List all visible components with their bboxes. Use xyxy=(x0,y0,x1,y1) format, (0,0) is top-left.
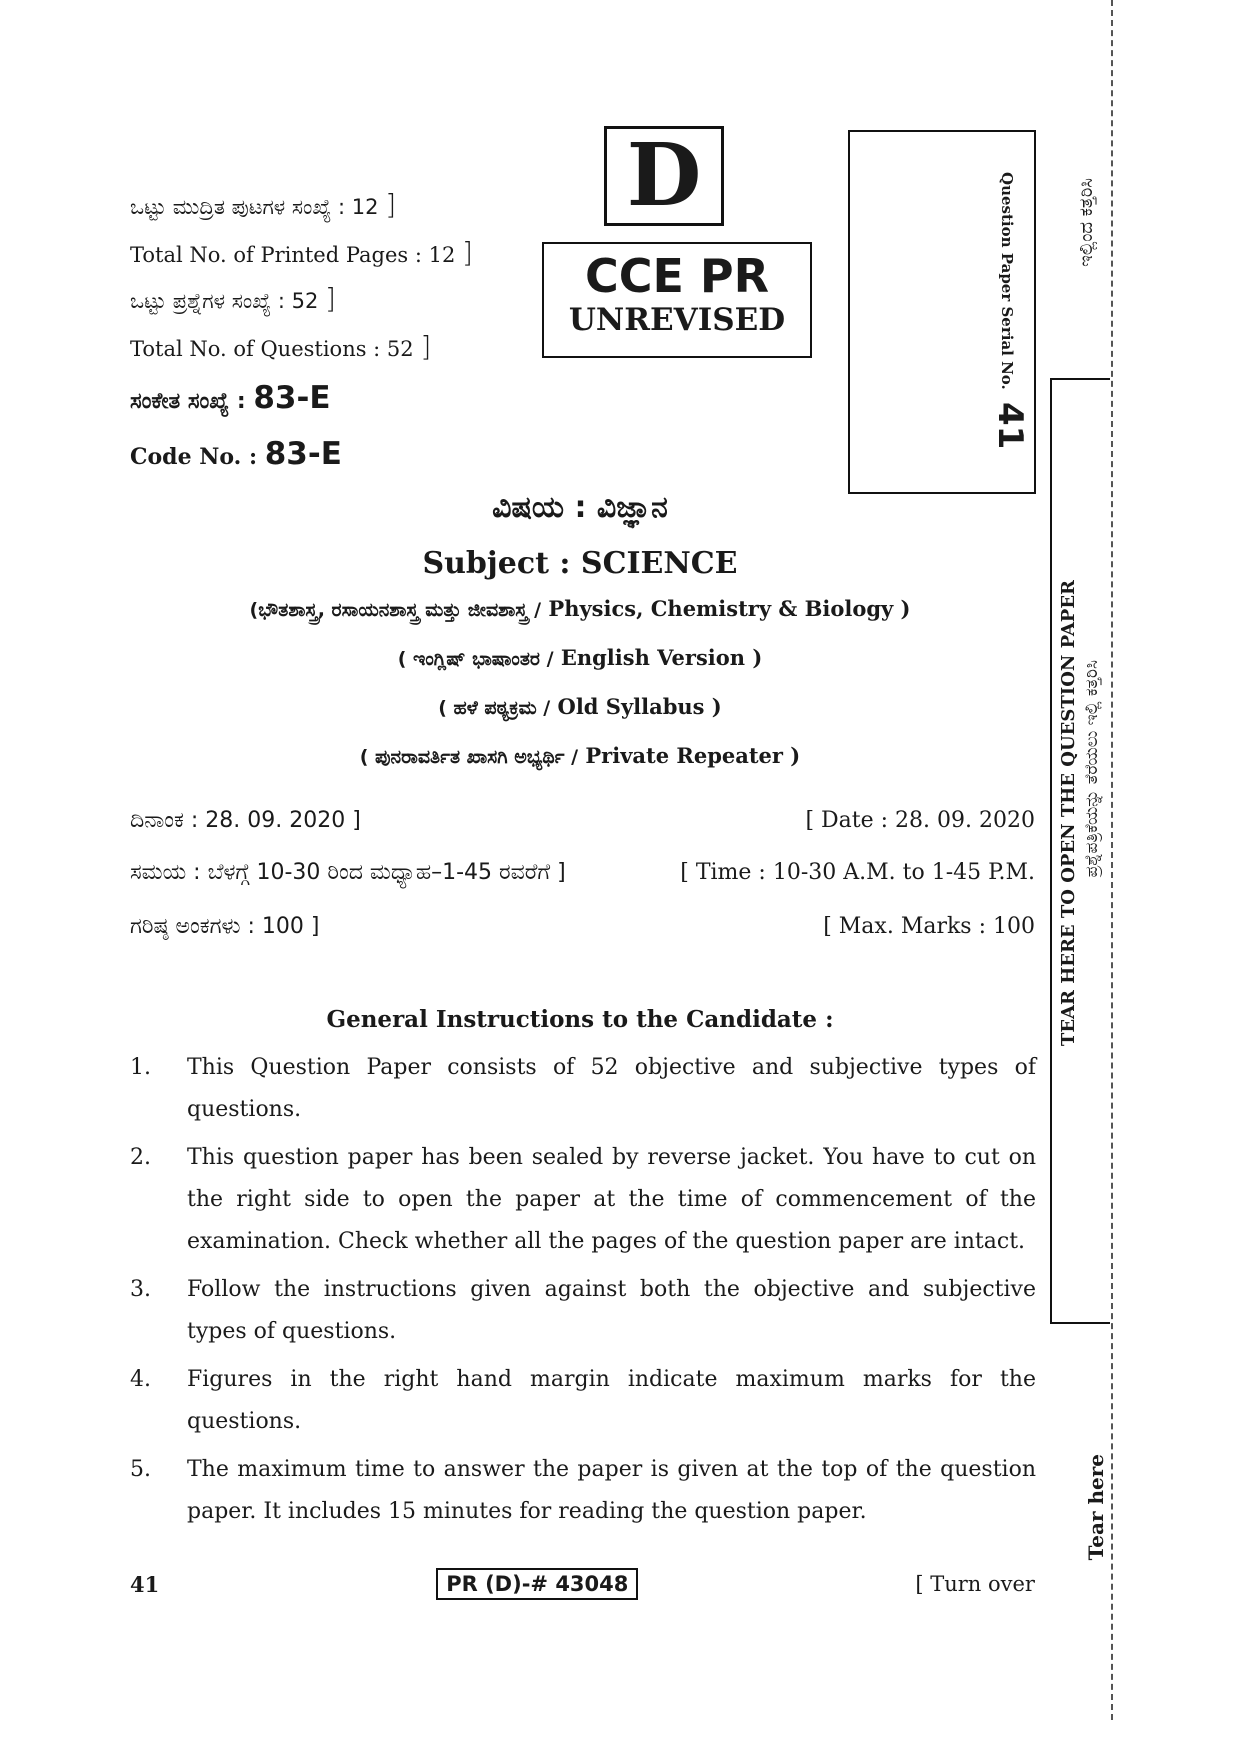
page-code: 41 xyxy=(130,1571,160,1597)
tear-here-label: Tear here xyxy=(1084,1454,1108,1561)
instructions-list xyxy=(130,1047,1036,1539)
tear-instruction-box xyxy=(1050,378,1110,1324)
syllabus-line: ( ಹಳೆ ಪಠ್ಯಕ್ರಮ / Old Syllabus ) xyxy=(438,694,722,719)
list-item: 4. Figures in the right hand margin indicate maximum marks for the questions. xyxy=(130,1367,1036,1434)
cut-here-kn: ಇಲ್ಲಿಂದ ಕತ್ತರಿಸಿ xyxy=(1076,178,1097,267)
tear-label-en: TEAR HERE TO OPEN THE QUESTION PAPER xyxy=(1058,580,1079,1047)
candidate-line: ( ಪುನರಾವರ್ತಿತ ಖಾಸಗಿ ಅಭ್ಯರ್ಥಿ / Private Repeater ) xyxy=(359,743,801,768)
subject-en: Subject : SCIENCE xyxy=(422,546,738,581)
date-kn: ದಿನಾಂಕ : 28. 09. 2020 ] xyxy=(130,808,361,833)
version-letter-badge: D xyxy=(604,126,724,226)
list-item: 2. This question paper has been sealed by reverse jacket. You have to cut on the right side to open the paper at the time of commencement of the examination. Check whether all the pages of the question paper are intact. xyxy=(130,1145,1036,1254)
exam-type-badge xyxy=(542,242,812,358)
exam-subtitle: UNREVISED xyxy=(568,301,786,338)
paper-id-badge: PR (D)-# 43048 xyxy=(436,1568,638,1600)
subject-kn: ವಿಷಯ : ವಿಜ್ಞಾನ xyxy=(492,490,668,525)
questions-count-en: Total No. of Questions : 52 ] xyxy=(130,330,432,363)
time-kn: ಸಮಯ : ಬೆಳಗ್ಗೆ 10-30 ರಿಂದ ಮಧ್ಯಾಹ–1-45 ರವರೆಗೆ ] xyxy=(130,860,566,885)
turn-over-label: [ Turn over xyxy=(915,1572,1035,1596)
code-number-en: Code No. : 83-E xyxy=(130,436,342,472)
marks-kn: ಗರಿಷ್ಠ ಅಂಕಗಳು : 100 ] xyxy=(130,914,320,939)
serial-number: 41 xyxy=(990,402,1030,450)
printed-pages-kn: ಒಟ್ಟು ಮುದ್ರಿತ ಪುಟಗಳ ಸಂಖ್ಯೆ : 12 ] xyxy=(130,188,397,221)
questions-count-kn: ಒಟ್ಟು ಪ್ರಶ್ನೆಗಳ ಸಂಖ್ಯೆ : 52 ] xyxy=(130,282,336,315)
time-row xyxy=(130,860,1035,885)
exam-title: CCE PR xyxy=(584,249,770,303)
date-en: [ Date : 28. 09. 2020 xyxy=(805,808,1035,833)
version-line: ( ಇಂಗ್ಲಿಷ್ ಭಾಷಾಂತರ / English Version ) xyxy=(397,645,763,670)
time-en: [ Time : 10-30 A.M. to 1-45 P.M. xyxy=(680,860,1035,885)
serial-label: Question Paper Serial No. xyxy=(998,172,1016,390)
date-row xyxy=(130,808,1035,833)
marks-row xyxy=(130,914,1035,939)
tear-dashed-line xyxy=(1111,0,1113,1720)
page-footer xyxy=(130,1568,1035,1600)
instructions-heading: General Instructions to the Candidate : xyxy=(326,1006,834,1033)
list-item: 3. Follow the instructions given against both the objective and subjective types of questions. xyxy=(130,1277,1036,1344)
streams-line: (ಭೌತಶಾಸ್ತ್ರ, ರಸಾಯನಶಾಸ್ತ್ರ ಮತ್ತು ಜೀವಶಾಸ್ತ್ರ / Physics, Chemistry & Biology ) xyxy=(249,596,911,621)
serial-number-box xyxy=(848,130,1036,494)
code-number-kn: ಸಂಕೇತ ಸಂಖ್ಯೆ : 83-E xyxy=(130,380,331,416)
marks-en: [ Max. Marks : 100 xyxy=(823,914,1035,939)
printed-pages-en: Total No. of Printed Pages : 12 ] xyxy=(130,236,473,269)
list-item: 1. This Question Paper consists of 52 objective and subjective types of questions. xyxy=(130,1055,1036,1122)
list-item: 5. The maximum time to answer the paper is given at the top of the question paper. It includes 15 minutes for reading the question paper. xyxy=(130,1457,1036,1524)
tear-label-kn: ಪ್ರಶ್ನೆಪತ್ರಿಕೆಯನ್ನು ತೆರೆಯಲು ಇಲ್ಲಿ ಕತ್ತರಿಸಿ xyxy=(1082,660,1102,878)
